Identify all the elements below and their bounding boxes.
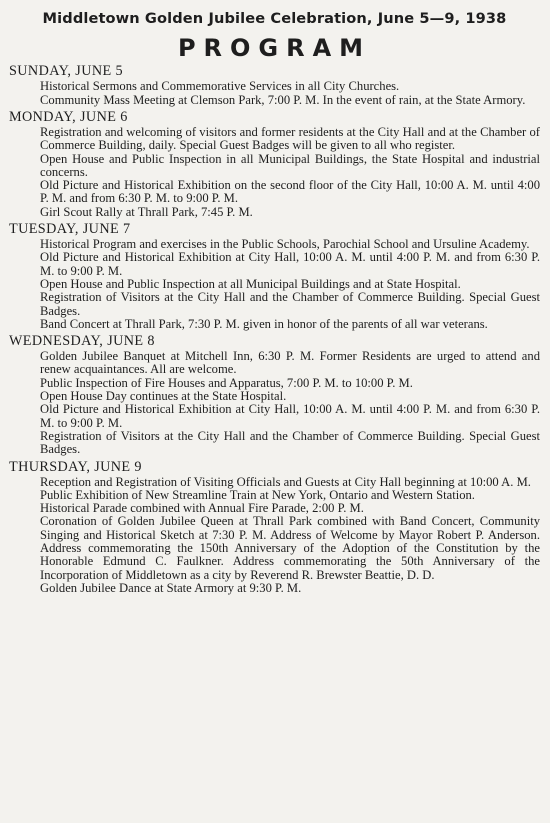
event-item: Public Exhibition of New Streamline Train at New York, Ontario and Western Station. [40,487,475,502]
day-thursday [9,459,540,596]
day-heading: WEDNESDAY, JUNE 8 [9,333,155,350]
event-item: Registration of Visitors at the City Hall and the Chamber of Commerce Building. Special Guest Badges. [40,428,540,457]
event-item: Public Inspection of Fire Houses and Apparatus, 7:00 P. M. to 10:00 P. M. [40,375,413,390]
event-item: Reception and Registration of Visiting Officials and Guests at City Hall beginning at 10:00 A. M. [40,474,531,489]
event-item: Open House Day continues at the State Hospital. [40,389,287,404]
page-title: PROGRAM [177,34,372,62]
event-item: Open House and Public Inspection in all Municipal Buildings, the State Hospital and industrial concerns. [40,151,540,179]
day-heading: SUNDAY, JUNE 5 [9,63,123,80]
event-list [9,238,540,331]
event-item: Historical Parade combined with Annual Fire Parade, 2:00 P. M. [40,501,364,516]
page-header: Middletown Golden Jubilee Celebration, June 5—9, 1938 [42,10,507,27]
event-item: Girl Scout Rally at Thrall Park, 7:45 P. M. [40,204,253,219]
event-item: Old Picture and Historical Exhibition at City Hall, 10:00 A. M. until 4:00 P. M. and from 6:30 P. M. to 9:00 P. M. [40,402,540,430]
event-item: Coronation of Golden Jubilee Queen at Thrall Park combined with Band Concert, Community Singing and Historical Sketch at 7:30 P. M. Address of Welcome by Mayor Robert P. Anderson. Address commemorating the 150th Anniversary of the Adoption of the Constitution by the Honorable Edmund C. Faulkner. Address commemorating the 50th Anniversary of the Incorporation of Middletown as a city by Reverend R. Brewster Beattie, D. D. [40,514,540,582]
event-list [9,476,540,596]
event-list [9,350,540,456]
event-item: Community Mass Meeting at Clemson Park, 7:00 P. M. In the event of rain, at the State Armory. [40,92,526,107]
event-item: Historical Program and exercises in the Public Schools, Parochial School and Ursuline Academy. [40,237,530,252]
event-item: Old Picture and Historical Exhibition on the second floor of the City Hall, 10:00 A. M. until 4:00 P. M. and from 6:30 P. M. to 9:00 P. M. [40,178,540,206]
event-item: Registration of Visitors at the City Hall and the Chamber of Commerce Building. Special Guest Badges. [40,290,540,318]
event-item: Open House and Public Inspection at all Municipal Buildings and at State Hospital. [40,276,461,291]
day-heading: TUESDAY, JUNE 7 [9,221,131,238]
event-list [9,126,540,219]
day-sunday [9,63,540,107]
event-item: Golden Jubilee Banquet at Mitchell Inn, 6:30 P. M. Former Residents are urged to attend and renew acquaintances. All are welcome. [40,349,540,377]
event-item: Golden Jubilee Dance at State Armory at 9:30 P. M. [40,580,302,595]
event-list [9,80,540,107]
day-tuesday [9,221,540,331]
day-monday [9,109,540,219]
event-item: Old Picture and Historical Exhibition at City Hall, 10:00 A. M. until 4:00 P. M. and from 6:30 P. M. to 9:00 P. M. [40,250,540,278]
event-item: Band Concert at Thrall Park, 7:30 P. M. given in honor of the parents of all war veterans. [40,316,488,331]
day-wednesday [9,333,540,456]
event-item: Registration and welcoming of visitors and former residents at the City Hall and at the Chamber of Commerce Building, daily. Special Guest Badges will be given to all who register. [40,124,540,153]
event-item: Historical Sermons and Commemorative Services in all City Churches. [40,79,400,94]
day-heading: THURSDAY, JUNE 9 [9,458,142,475]
day-heading: MONDAY, JUNE 6 [9,108,128,125]
